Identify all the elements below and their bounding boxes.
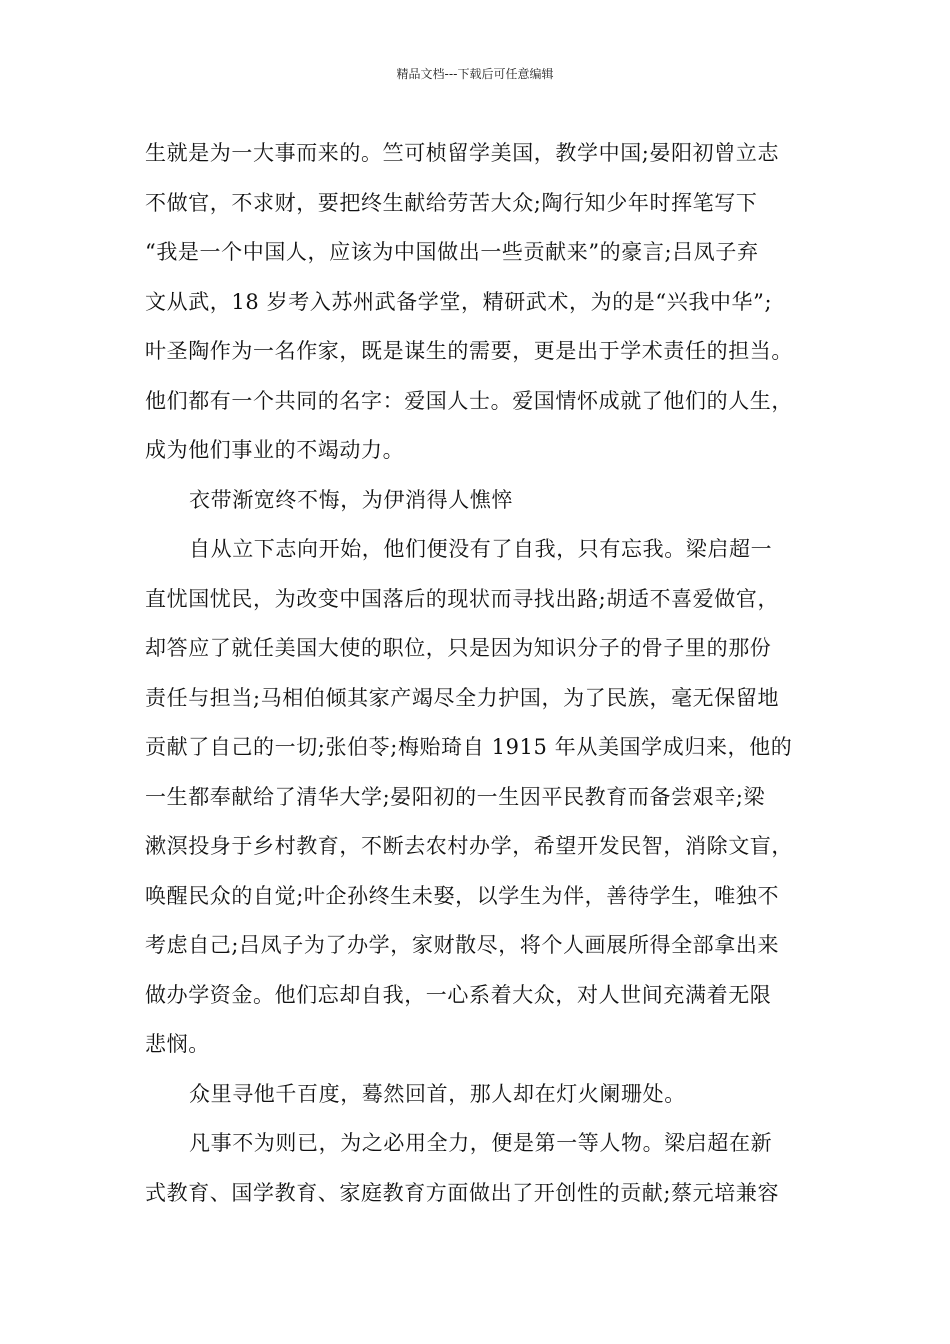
text-line: 做办学资金。他们忘却自我，一心系着大众，对人世间充满着无限 <box>145 982 772 1007</box>
text-line: 生就是为一大事而来的。竺可桢留学美国，教学中国;晏阳初曾立志 <box>145 141 780 165</box>
text-line: 直忧国忧民，为改变中国落后的现状而寻找出路;胡适不喜爱做官， <box>145 586 780 611</box>
text-line: 漱溟投身于乡村教育，不断去农村办学，希望开发民智，消除文盲， <box>145 834 793 858</box>
document-body <box>145 129 821 1218</box>
text-line: 众里寻他千百度，蓦然回首，那人却在灯火阑珊处。 <box>189 1081 686 1106</box>
text-line: 责任与担当;马相伯倾其家产竭尽全力护国，为了民族，毫无保留地 <box>145 685 780 710</box>
text-line: 却答应了就任美国大使的职位，只是因为知识分子的骨子里的那份 <box>145 636 772 660</box>
text-line: 衣带渐宽终不悔，为伊消得人憔悴 <box>189 487 513 512</box>
page-header: 精品文档---下载后可任意编辑 <box>396 67 554 81</box>
text-line: 式教育、国学教育、家庭教育方面做出了开创性的贡献;蔡元培兼容 <box>145 1180 780 1205</box>
text-line: 不做官，不求财，要把终生献给劳苦大众;陶行知少年时挥笔写下 <box>145 190 758 215</box>
text-line: 唤醒民众的自觉;叶企孙终生未娶，以学生为伴，善待学生，唯独不 <box>145 883 780 908</box>
text-line: 自从立下志向开始，他们便没有了自我，只有忘我。梁启超一 <box>189 537 773 561</box>
text-line: 叶圣陶作为一名作家，既是谋生的需要，更是出于学术责任的担当。 <box>145 339 793 363</box>
text-line: 贡献了自己的一切;张伯苓;梅贻琦自 1915 年从美国学成归来，他的 <box>145 735 793 759</box>
text-line: 一生都奉献给了清华大学;晏阳初的一生因平民教育而备尝艰辛;梁 <box>145 784 766 809</box>
text-line: 他们都有一个共同的名字：爱国人士。爱国情怀成就了他们的人生， <box>145 388 793 413</box>
text-line: 悲悯。 <box>145 1032 210 1056</box>
text-line: 考虑自己;吕凤子为了办学，家财散尽，将个人画展所得全部拿出来 <box>145 933 780 957</box>
text-line: 凡事不为则已，为之必用全力，便是第一等人物。梁启超在新 <box>189 1131 773 1155</box>
text-line: 成为他们事业的不竭动力。 <box>145 438 405 462</box>
text-line: “我是一个中国人，应该为中国做出一些贡献来”的豪言;吕凤子弃 <box>145 240 759 264</box>
text-line: 文从武，18 岁考入苏州武备学堂，精研武术，为的是“兴我中华”; <box>145 289 773 314</box>
